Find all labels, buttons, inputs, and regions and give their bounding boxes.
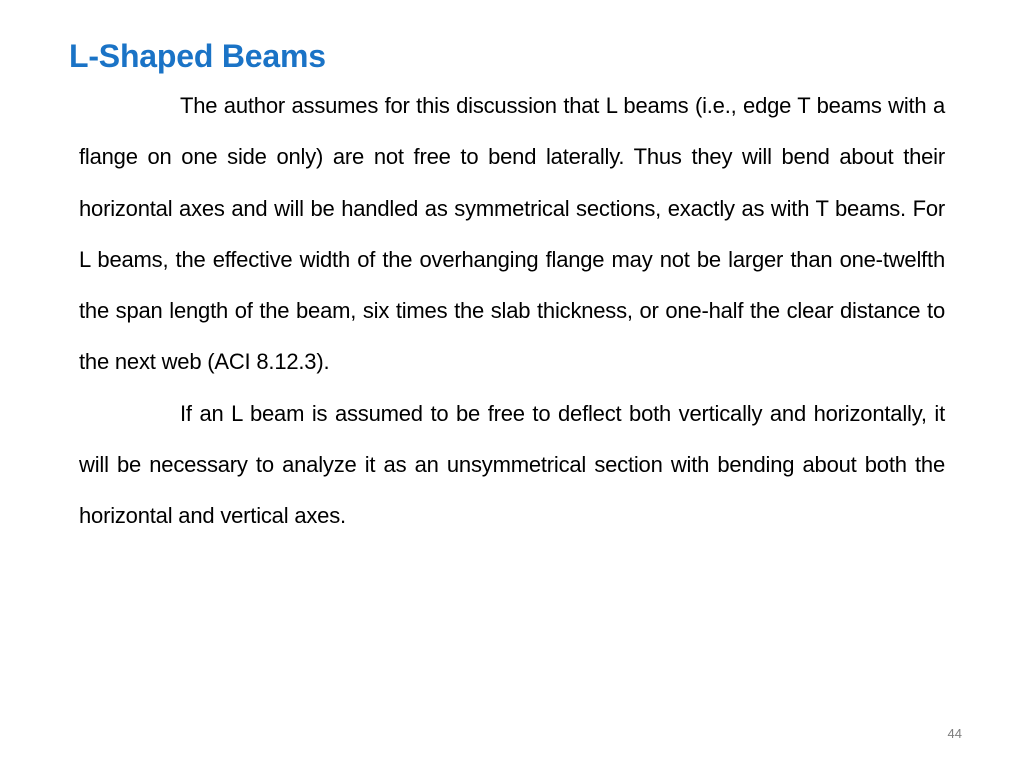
- body-paragraph-1: The author assumes for this discussion that L beams (i.e., edge T beams with a flange on one side only) are not free to bend laterally. Thus they will bend about their horizontal axes and will be handled as symmetrical sections, exactly as with T beams. For L beams, the effective width of the overhanging flange may not be larger than one-twelfth the span length of the beam, six times the slab thickness, or one-half the clear distance to the next web (ACI 8.12.3).: [79, 93, 945, 375]
- slide-body: [79, 80, 945, 542]
- page-number: 44: [947, 726, 962, 741]
- body-paragraph-2: If an L beam is assumed to be free to deflect both vertically and horizontally, it will be necessary to analyze it as an unsymmetrical section with bending about both the horizontal and vertical axes.: [79, 400, 945, 529]
- slide-title: L-Shaped Beams: [69, 38, 326, 74]
